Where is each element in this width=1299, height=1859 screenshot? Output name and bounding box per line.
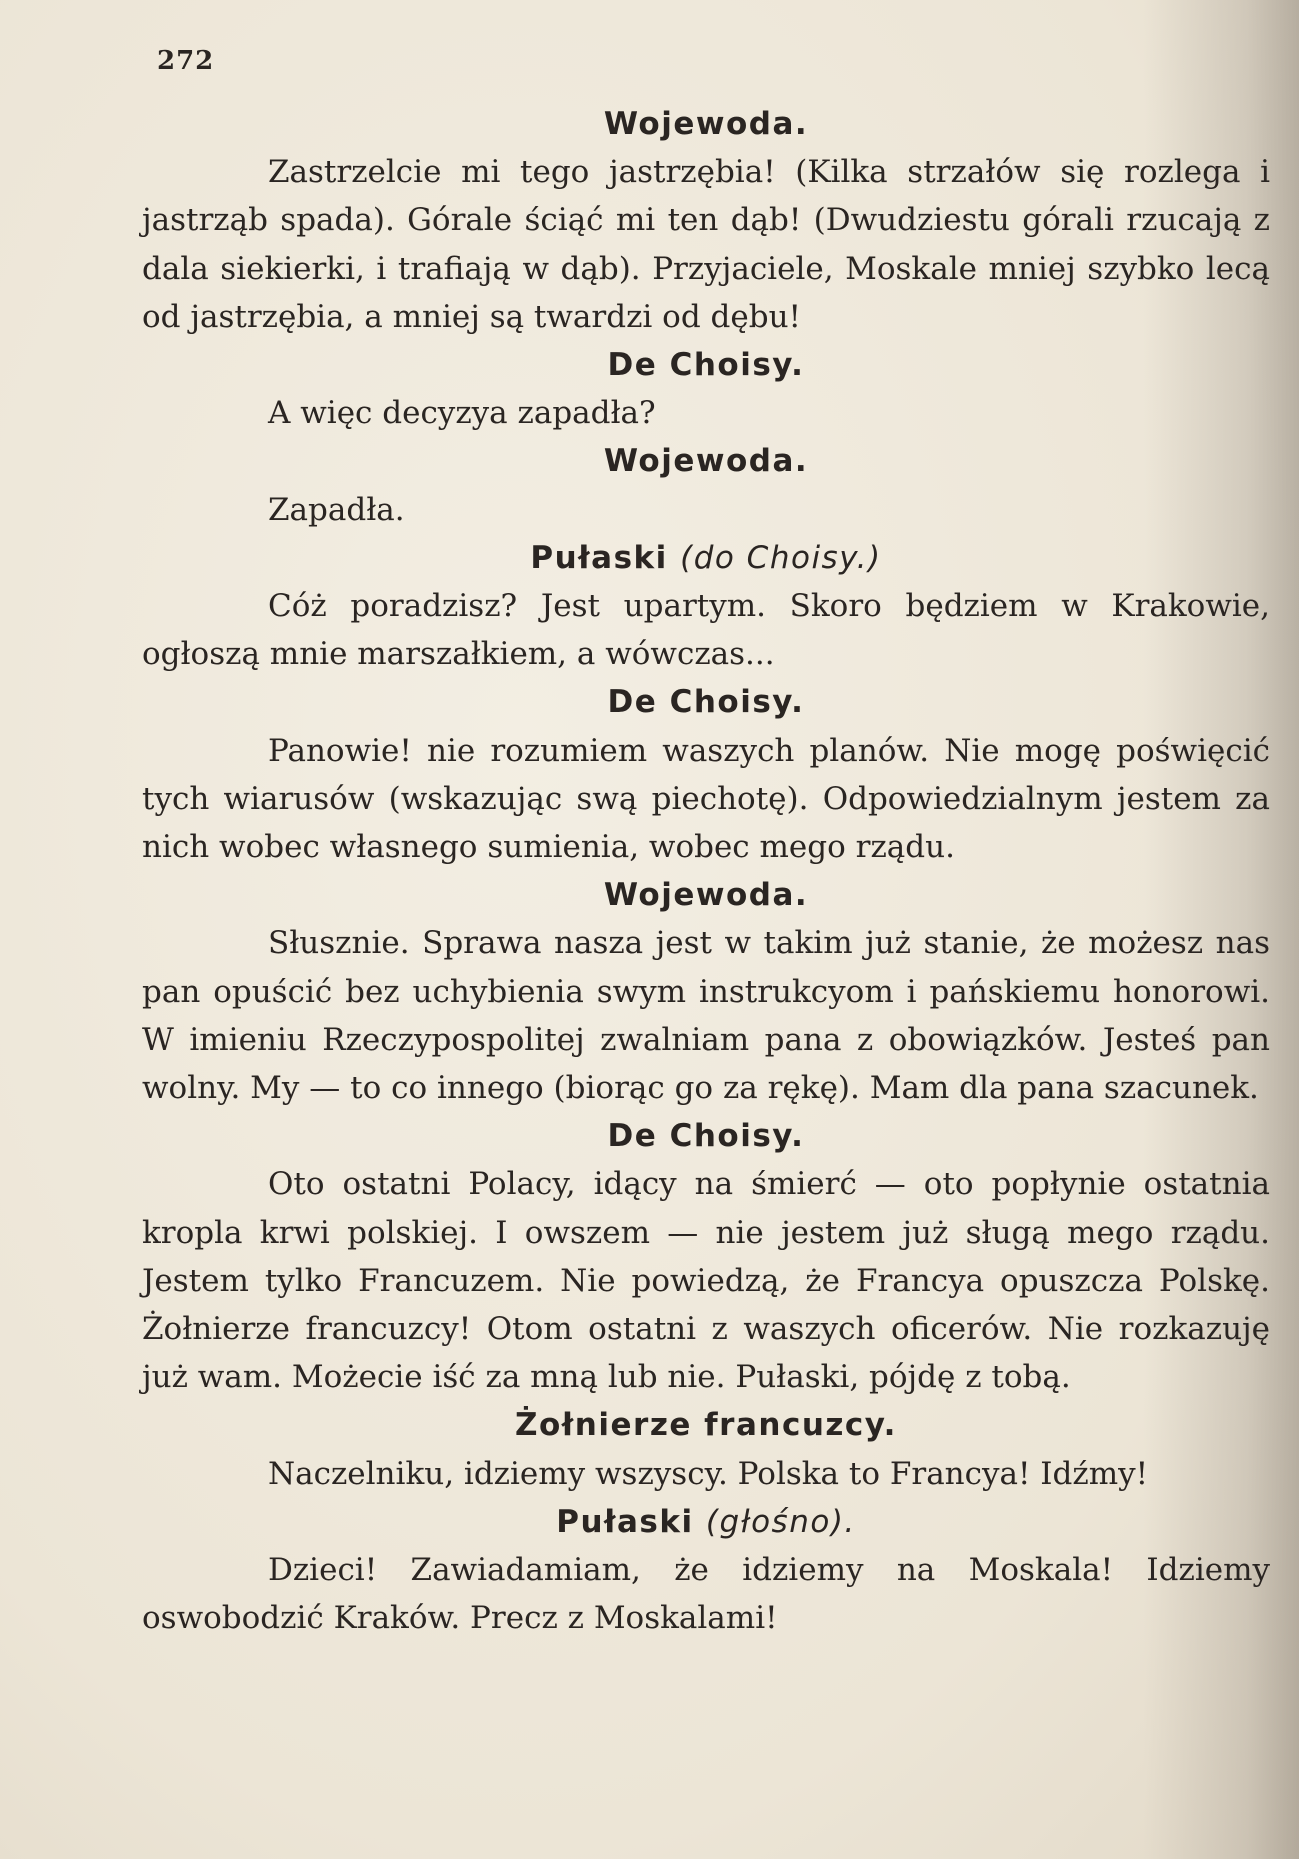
stage-direction: (do Choisy.): [680, 539, 882, 576]
speech-text: Zastrzelcie mi tego jastrzębia! (Kilka strzałów się rozlega i jastrząb spada). Górale ściąć mi ten dąb! (Dwudziestu górali rzucają z dala siekierki, i trafiają w dąb). Przyjaciele, Moskale mniej szybko lecą od jastrzębia, a mniej są twardzi od dębu!: [142, 154, 1270, 335]
stage-direction: (głośno).: [705, 1503, 856, 1540]
speaker-name: Wojewoda.: [603, 877, 809, 914]
speech-text: Słusznie. Sprawa nasza jest w takim już stanie, że możesz nas pan opuścić bez uchybienia swym instrukcyom i pańskiemu honorowi. W imieniu Rzeczypospolitej zwalniam pana z obowiązków. Jesteś pan wolny. My — to co innego (biorąc go za rękę). Mam dla pana szacunek.: [142, 925, 1270, 1107]
speaker-name: Pułaski: [556, 1503, 694, 1540]
speaker-name: Wojewoda.: [603, 106, 809, 142]
speaker-name: Wojewoda.: [603, 443, 809, 480]
speech-text: Cóż poradzisz? Jest upartym. Skoro będziem w Krakowie, ogłoszą mnie marszałkiem, a wówczas...: [142, 588, 1270, 673]
speech-text: Naczelniku, idziemy wszyscy. Polska to Francya! Idźmy!: [268, 1455, 1149, 1492]
speech-text: Panowie! nie rozumiem waszych planów. Nie mogę poświęcić tych wiarusów (wskazując swą piechotę). Odpowiedzialnym jestem za nich wobec własnego sumienia, wobec mego rządu.: [142, 732, 1270, 866]
speaker-name: De Choisy.: [607, 1118, 805, 1155]
speaker-name: Żołnierze francuzcy.: [515, 1407, 897, 1444]
speaker-name: De Choisy.: [607, 347, 805, 384]
speech-text: Zapadła.: [268, 491, 405, 528]
speaker-name: Pułaski: [530, 539, 668, 576]
speaker-name: De Choisy.: [607, 684, 805, 721]
speech-text: A więc decyzya zapadła?: [268, 395, 656, 432]
play-text: [142, 100, 1270, 1643]
speech-text: Dzieci! Zawiadamiam, że idziemy na Moskala! Idziemy oswobodzić Kraków. Precz z Moskalami!: [142, 1552, 1270, 1637]
speech-text: Oto ostatni Polacy, idący na śmierć — oto popłynie ostatnia kropla krwi polskiej. I owszem — nie jestem już sługą mego rządu. Jestem tylko Francuzem. Nie powiedzą, że Francya opuszcza Polskę. Żołnierze francuzcy! Otom ostatni z waszych oficerów. Nie rozkazuję już wam. Możecie iść za mną lub nie. Pułaski, pójdę z tobą.: [142, 1166, 1270, 1396]
speaker-heading: [142, 534, 1270, 582]
page-number: 272: [157, 46, 215, 76]
speaker-heading: [142, 1498, 1270, 1546]
